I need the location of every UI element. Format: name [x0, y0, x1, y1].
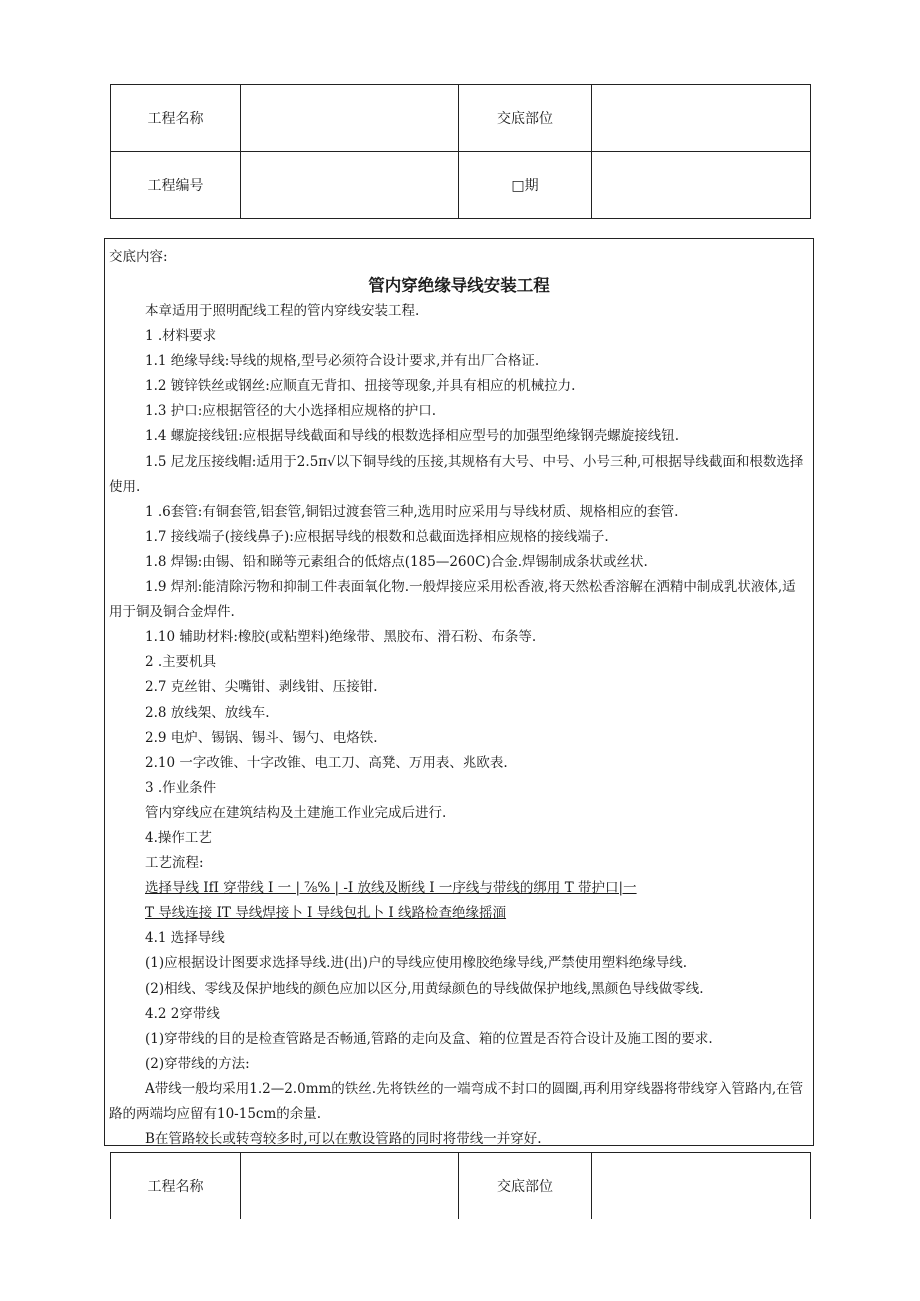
- date-label: □期: [459, 152, 592, 219]
- section-heading: 4.1 选择导线: [145, 930, 225, 947]
- disclosure-part-value: [592, 1153, 811, 1220]
- project-number-value: [241, 152, 459, 219]
- date-value: [592, 152, 811, 219]
- paragraph-line: 1.3 护口:应根据管径的大小选择相应规格的护口.: [145, 403, 437, 420]
- section-heading: 3 .作业条件: [145, 779, 217, 796]
- paragraph-line: (1)穿带线的目的是检查管路是否畅通,管路的走向及盒、箱的位置是否符合设计及施工图的要求.: [145, 1030, 713, 1047]
- paragraph-line: 1.10 辅助材料:橡胶(或粘塑料)绝缘带、黑胶布、滑石粉、布条等.: [145, 629, 537, 646]
- paragraph-line: (2)相线、零线及保护地线的颜色应加以区分,用黄绿颜色的导线做保护地线,黑颜色导线做零线.: [145, 980, 704, 997]
- process-flow-line-1: [109, 876, 809, 901]
- footer-row-1: [111, 1153, 811, 1220]
- header-row-1: [111, 85, 811, 152]
- paragraph-line: 2.7 克丝钳、尖嘴钳、剥线钳、压接钳.: [145, 679, 378, 696]
- paragraph-line: 2.10 一字改锥、十字改锥、电工刀、高凳、万用表、兆欧表.: [145, 754, 508, 771]
- paragraph-line: B在管路较长或转弯较多时,可以在敷设管路的同时将带线一并穿好.: [145, 1131, 542, 1148]
- content-body: [109, 299, 809, 1152]
- project-name-label: 工程名称: [111, 85, 241, 152]
- project-name-value: [241, 85, 459, 152]
- paragraph-line: (1)应根据设计图要求选择导线.进(出)户的导线应使用橡胶绝缘导线,严禁使用塑料绝缘导线.: [145, 955, 688, 972]
- paragraph-line: 本章适用于照明配线工程的管内穿线安装工程.: [145, 303, 420, 319]
- paragraph-line: 1.1 绝缘导线:导线的规格,型号必须符合设计要求,并有出厂合格证.: [145, 353, 540, 370]
- process-flow-line-2: [109, 901, 809, 926]
- paragraph-line: (2)穿带线的方法:: [145, 1055, 250, 1072]
- section-heading: 2 .主要机具: [145, 654, 217, 671]
- section-heading: 4.操作工艺: [145, 829, 212, 846]
- process-flow-text: T 导线连接 IT 导线焊接卜 I 导线包扎卜 I 线路检查绝缘摇湎: [145, 905, 507, 922]
- paragraph-line: 1.9 焊剂:能清除污物和抑制工件表面氧化物.一般焊接应采用松香液,将天然松香溶解在洒精中制成乳状液体,适用于铜及铜合金焊件.: [109, 579, 796, 621]
- project-number-label: 工程编号: [111, 152, 241, 219]
- section-heading: 1 .材料要求: [145, 328, 217, 345]
- disclosure-content-box: [104, 238, 814, 1146]
- paragraph-line: 2.8 放线架、放线车.: [145, 704, 270, 721]
- project-name-value: [241, 1153, 459, 1220]
- paragraph-line: A带线一般均采用1.2—2.0mm的铁丝.先将铁丝的一端弯成不封口的圆圈,再利用穿线器将带线穿入管路内,在管路的两端均应留有10-15cm的余量.: [109, 1080, 804, 1122]
- disclosure-part-label: 交底部位: [459, 1153, 592, 1220]
- header-info-table: [110, 84, 811, 219]
- paragraph-line: 2.9 电炉、锡锅、锡斗、锡勺、电烙铁.: [145, 729, 378, 746]
- paragraph-line: 1.5 尼龙压接线帽:适用于2.5π√以下铜导线的压接,其规格有大号、中号、小号三种,可根据导线截面和根数选择使用.: [109, 453, 804, 495]
- header-row-2: [111, 152, 811, 219]
- disclosure-part-label: 交底部位: [459, 85, 592, 152]
- project-name-label: 工程名称: [111, 1153, 241, 1220]
- paragraph-line: 工艺流程:: [145, 855, 204, 872]
- paragraph-line: 管内穿线应在建筑结构及土建施工作业完成后进行.: [145, 804, 447, 821]
- content-label: 交底内容:: [109, 249, 168, 265]
- document-title: 管内穿绝缘导线安装工程: [368, 276, 550, 295]
- paragraph-line: 1.2 镀锌铁丝或钢丝:应顺直无背扣、扭接等现象,并具有相应的机械拉力.: [145, 378, 576, 395]
- paragraph-line: 1.4 螺旋接线钮:应根据导线截面和导线的根数选择相应型号的加强型绝缘钢壳螺旋接线钮.: [145, 428, 680, 445]
- paragraph-line: 1.8 焊锡:由锡、铅和睇等元素组合的低熔点(185—260C)合金.焊锡制成条状或丝状.: [145, 553, 648, 570]
- process-flow-text: 选择导线 IfI 穿带线 I 一 | ⅞% | -I 放线及断线 I 一序线与带线的绑用 T 带护口|一: [145, 880, 637, 897]
- section-heading: 4.2 2穿带线: [145, 1005, 220, 1022]
- footer-info-table: [110, 1152, 811, 1219]
- disclosure-part-value: [592, 85, 811, 152]
- paragraph-line: 1.7 接线端子(接线鼻子):应根据导线的根数和总截面选择相应规格的接线端子.: [145, 528, 609, 545]
- paragraph-line: 1 .6套管:有铜套管,铝套管,铜铝过渡套管三种,选用时应采用与导线材质、规格相应的套管.: [145, 503, 679, 520]
